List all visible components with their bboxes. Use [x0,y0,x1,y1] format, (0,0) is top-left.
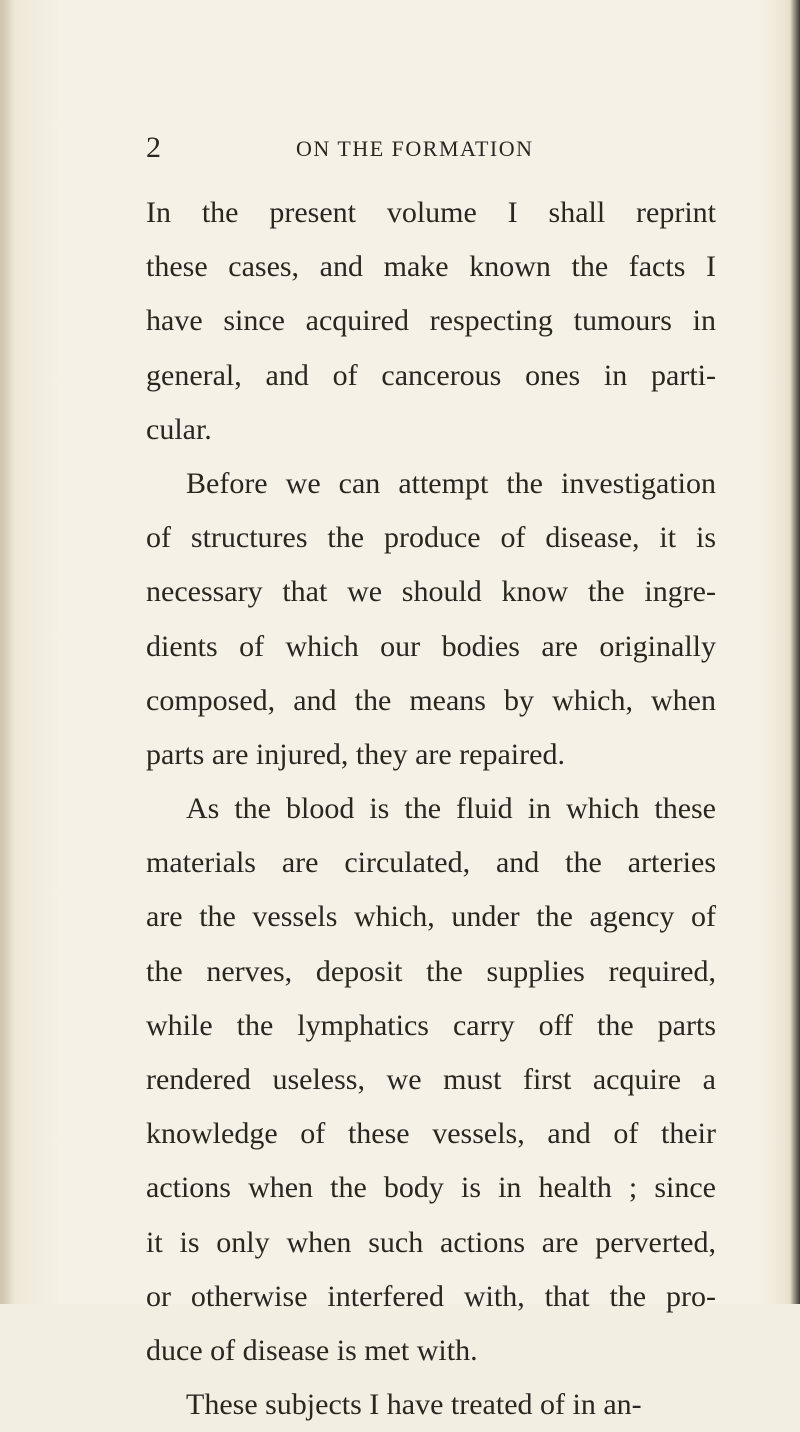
page-header [146,128,706,168]
text-line: of structures the produce of disease, it is [146,521,716,555]
text-line: the nerves, deposit the supplies required, [146,954,716,988]
text-line: materials are circulated, and the arteries [146,846,716,880]
text-line: These subjects I have treated of in an- [186,1388,642,1422]
text-line: duce of disease is met with. [146,1333,478,1367]
text-line: necessary that we should know the ingre- [146,575,716,609]
text-line: In the present volume I shall reprint [146,196,716,229]
text-line: it is only when such actions are perverted, [146,1225,716,1259]
text-line: Before we can attempt the investigation [186,466,716,500]
text-line: composed, and the means by which, when [146,683,716,717]
text-line: cular. [146,412,212,446]
page-edge [790,0,800,1304]
page-gutter [0,0,14,1304]
text-line: have since acquired respecting tumours in [146,304,716,338]
text-line: while the lymphatics carry off the parts [146,1008,716,1042]
body-text [146,186,716,1432]
text-line: or otherwise interfered with, that the pro- [146,1279,716,1313]
text-line: As the blood is the fluid in which these [186,792,716,826]
text-line: dients of which our bodies are originally [146,629,716,663]
text-line: these cases, and make known the facts I [146,250,716,284]
running-head: ON THE FORMATION [296,136,534,161]
text-line: knowledge of these vessels, and of their [146,1117,716,1151]
text-line: parts are injured, they are repaired. [146,737,565,771]
text-line: actions when the body is in health ; since [146,1171,716,1205]
text-line: general, and of cancerous ones in parti- [146,358,716,392]
page-number: 2 [146,131,161,164]
text-line: are the vessels which, under the agency of [146,900,716,934]
text-line: rendered useless, we must first acquire a [146,1063,716,1096]
